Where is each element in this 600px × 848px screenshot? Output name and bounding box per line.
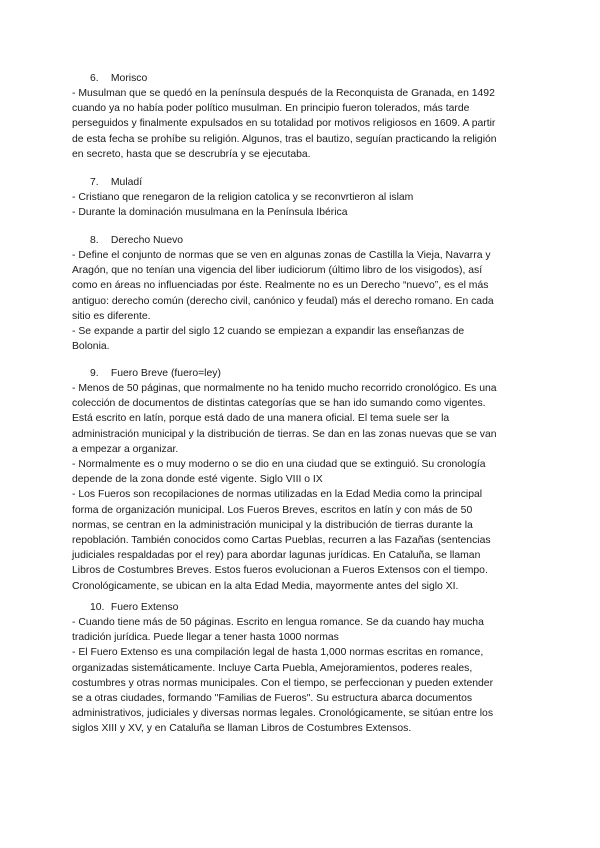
body-line: como en áreas no influenciadas por éste. Realmente no es un Derecho “nuevo”, es el más [72,280,489,292]
body-line: repoblación. También conocidos como Cartas Pueblas, recurren a las Fazañas (sentencias [72,535,491,547]
body-line: a empezar a organizar. [72,443,179,455]
body-line: - Cristiano que renegaron de la religion catolica y se reconvrtieron al islam [72,192,414,203]
body-line: - Se expande a partir del siglo 12 cuando se empiezan a expandir las enseñanzas de [72,326,465,338]
body-line: Aragón, que no tenían una vigencia del liber iudiciorum (último libro de los visigodos), así [72,265,483,277]
body-line: - Durante la dominación musulmana en la Península Ibérica [72,207,348,219]
section-title: Derecho Nuevo [110,235,184,246]
body-line: judiciales respaldadas por el rey) para abordar lagunas jurídicas. En Cataluña, se llaman [72,550,481,562]
section-derecho-nuevo [72,233,530,354]
body-line: siglos XIII y XV, y en Cataluña se llaman Libros de Costumbres Extensos. [72,723,412,735]
body-line: - El Fuero Extenso es una compilación legal de hasta 1,000 normas escritas en romance, [72,647,484,659]
section-number: 7. [90,177,99,188]
body-line: administrativos, judiciales y diversas normas legales. Cronológicamente, se sitúan entre los [72,708,494,720]
body-line: administración municipal y la distribución de tierras. Se dan en las zonas nuevas que se van [72,428,497,440]
body-line: - Define el conjunto de normas que se ven en algunas zonas de Castilla la Vieja, Navarra y [72,250,491,261]
section-number: 10. [90,602,105,613]
body-line: - Cuando tiene más de 50 páginas. Escrito en lengua romance. Se da cuando hay mucha [72,617,484,628]
section-number: 8. [90,235,99,246]
body-line: forma de organización municipal. Los Fueros Breves, escritos en latín y con más de 50 [72,504,473,516]
body-line: - Los Fueros son recopilaciones de normas utilizadas en la Edad Media como la principal [72,489,483,501]
section-morisco [72,71,530,162]
section-heading [72,175,530,190]
body-line: sitio es diferente. [72,310,151,322]
body-line: Cronológicamente, se ubican en la alta Edad Media, mayormente antes del siglo XI. [72,580,459,592]
body-line: se a otras ciudades, formando "Familias de Fueros". Su estructura abarca documentos [72,693,473,705]
body-line: cuando ya no había poder político musulman. En principio fueron tolerados, más tarde [72,103,470,115]
body-line: antiguo: derecho común (derecho civil, canónico y feudal) más el derecho romano. En cada [72,295,494,307]
body-line: normas, se centran en la administración municipal y la distribución de tierras durante la [72,519,473,531]
section-title: Muladí [110,177,143,188]
body-line: tradición jurídica. Puede llegar a tener hasta 1000 normas [72,632,339,644]
body-line: colección de documentos de distintas categorías que se han ido sumando como vigentes. [72,398,486,410]
section-heading [72,600,530,615]
section-title: Fuero Extenso [110,602,179,613]
section-number: 6. [90,73,99,84]
section-heading [72,71,530,86]
body-line: Bolonia. [72,341,110,353]
body-line: depende de la zona donde esté vigente. Siglo VIII o IX [72,474,323,486]
section-title: Fuero Breve (fuero=ley) [110,368,221,379]
section-muladi [72,175,530,220]
body-line: en secreto, hasta que se descrubría y se ejecutaba. [72,148,311,160]
body-line: - Normalmente es o muy moderno o se dio en una ciudad que se extinguió. Su cronología [72,459,486,471]
body-line: Está escrito en latín, porque está dado de una manera oficial. El tema suele ser la [72,413,450,425]
section-number: 9. [90,368,99,379]
body-line: - Musulman que se quedó en la península después de la Reconquista de Granada, en 1492 [72,88,495,99]
body-line: organizadas sistemáticamente. Incluye Carta Puebla, Amejoramientos, poderes reales, [72,662,473,674]
body-line: perseguidos y finalmente expulsados en su totalidad por motivos religiosos en 1609. A partir [72,118,496,130]
section-heading [72,366,530,381]
section-fuero-breve [72,366,530,594]
section-heading [72,233,530,248]
body-line: - Menos de 50 páginas, que normalmente no ha tenido mucho recorrido cronológico. Es una [72,383,497,394]
section-title: Morisco [110,73,148,84]
body-line: costumbres y otras normas municipales. Con el tiempo, se perfeccionan y pueden extender [72,677,494,689]
body-line: de esta fecha se prohíbe su religión. Algunos, tras el bautizo, seguían practicando la religión [72,133,497,145]
section-fuero-extenso [72,600,530,737]
body-line: Libros de Costumbres Breves. Estos fueros evolucionan a Fueros Extensos con el tiempo. [72,565,488,577]
